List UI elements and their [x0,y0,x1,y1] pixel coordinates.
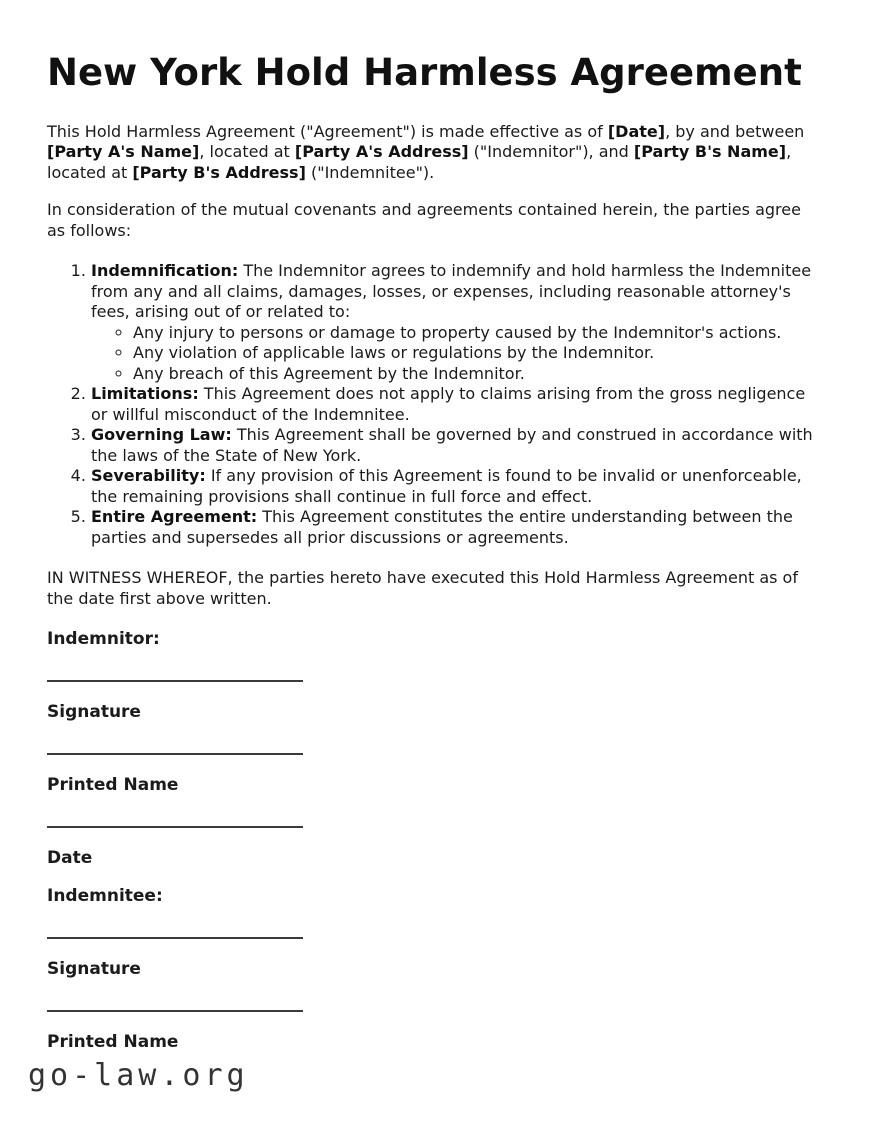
signature-party-heading: Indemnitee: [47,886,163,907]
placeholder-token: [Date] [607,121,666,141]
text-run: ("Indemnitor"), and [468,142,634,162]
signature-block [47,886,822,1053]
watermark: go-law.org [28,1058,249,1093]
intro-paragraph [47,122,822,184]
text-run: This Hold Harmless Agreement ("Agreement") is made effective as of [47,121,608,141]
clause-item: 2. Limitations: This Agreement does not apply to claims arising from the gross negligence or willful misconduct of the Indemnitee. [91,384,822,425]
clause-item: 4. Severability: If any provision of this Agreement is found to be invalid or unenforceable, the remaining provisions shall continue in full force and effect. [91,466,822,507]
clause-label: Indemnification: [91,261,239,281]
signature-block [47,629,822,869]
clauses-list [47,261,822,548]
signature-area [47,629,822,1053]
clause-item: 1. Indemnification: The Indemnitor agrees to indemnify and hold harmless the Indemnitee from any and all claims, damages, losses, or expenses, including reasonable attorney's fees, arising out of or related to: ◦ Any injury to persons or damage to property caused by the Indemnitor's actions. ◦ Any violation of applicable laws or regulations by the Indemnitor. ◦ Any breach of this Agreement by the Indemnitor. [91,261,822,384]
clause-item: 3. Governing Law: This Agreement shall be governed by and construed in accordance with the laws of the State of New York. [91,425,822,466]
text-run: ("Indemnitee"). [305,162,435,182]
signature-field-label: Printed Name [47,775,179,796]
witness-paragraph: IN WITNESS WHEREOF, the parties hereto have executed this Hold Harmless Agreement as of the date first above written. [47,568,798,608]
signature-blank-line [47,723,303,755]
signature-blank-line [47,650,303,682]
clause-subitem: ◦ Any violation of applicable laws or regulations by the Indemnitor. [133,343,822,364]
placeholder-token: [Party B's Address] [132,162,306,182]
clause-label: Limitations: [91,384,199,404]
placeholder-token: [Party A's Name] [47,142,200,162]
placeholder-token: [Party A's Address] [294,142,469,162]
signature-field-label: Signature [47,959,141,980]
signature-blank-line [47,907,303,939]
document-title: New York Hold Harmless Agreement [47,51,802,94]
placeholder-token: [Party B's Name] [633,142,787,162]
text-run: , located at [47,142,792,182]
clause-label: Severability: [91,466,206,486]
clause-label: Governing Law: [91,425,232,445]
clause-item: 5. Entire Agreement: This Agreement constitutes the entire understanding between the parties and supersedes all prior discussions or agreements. [91,507,822,548]
clause-subitem: ◦ Any injury to persons or damage to property caused by the Indemnitor's actions. [133,323,822,344]
signature-field-label: Date [47,848,93,869]
consideration-paragraph: In consideration of the mutual covenants and agreements contained herein, the parties agree as follows: [47,200,801,240]
signature-party-heading: Indemnitor: [47,629,160,650]
clause-subitem-list [91,323,822,385]
signature-blank-line [47,980,303,1012]
signature-field-label: Signature [47,702,141,723]
signature-field-label: Printed Name [47,1032,179,1053]
text-run: , located at [199,142,295,162]
text-run: , by and between [665,121,805,141]
clause-subitem: ◦ Any breach of this Agreement by the Indemnitor. [133,364,822,385]
signature-blank-line [47,796,303,828]
clause-label: Entire Agreement: [91,507,258,527]
